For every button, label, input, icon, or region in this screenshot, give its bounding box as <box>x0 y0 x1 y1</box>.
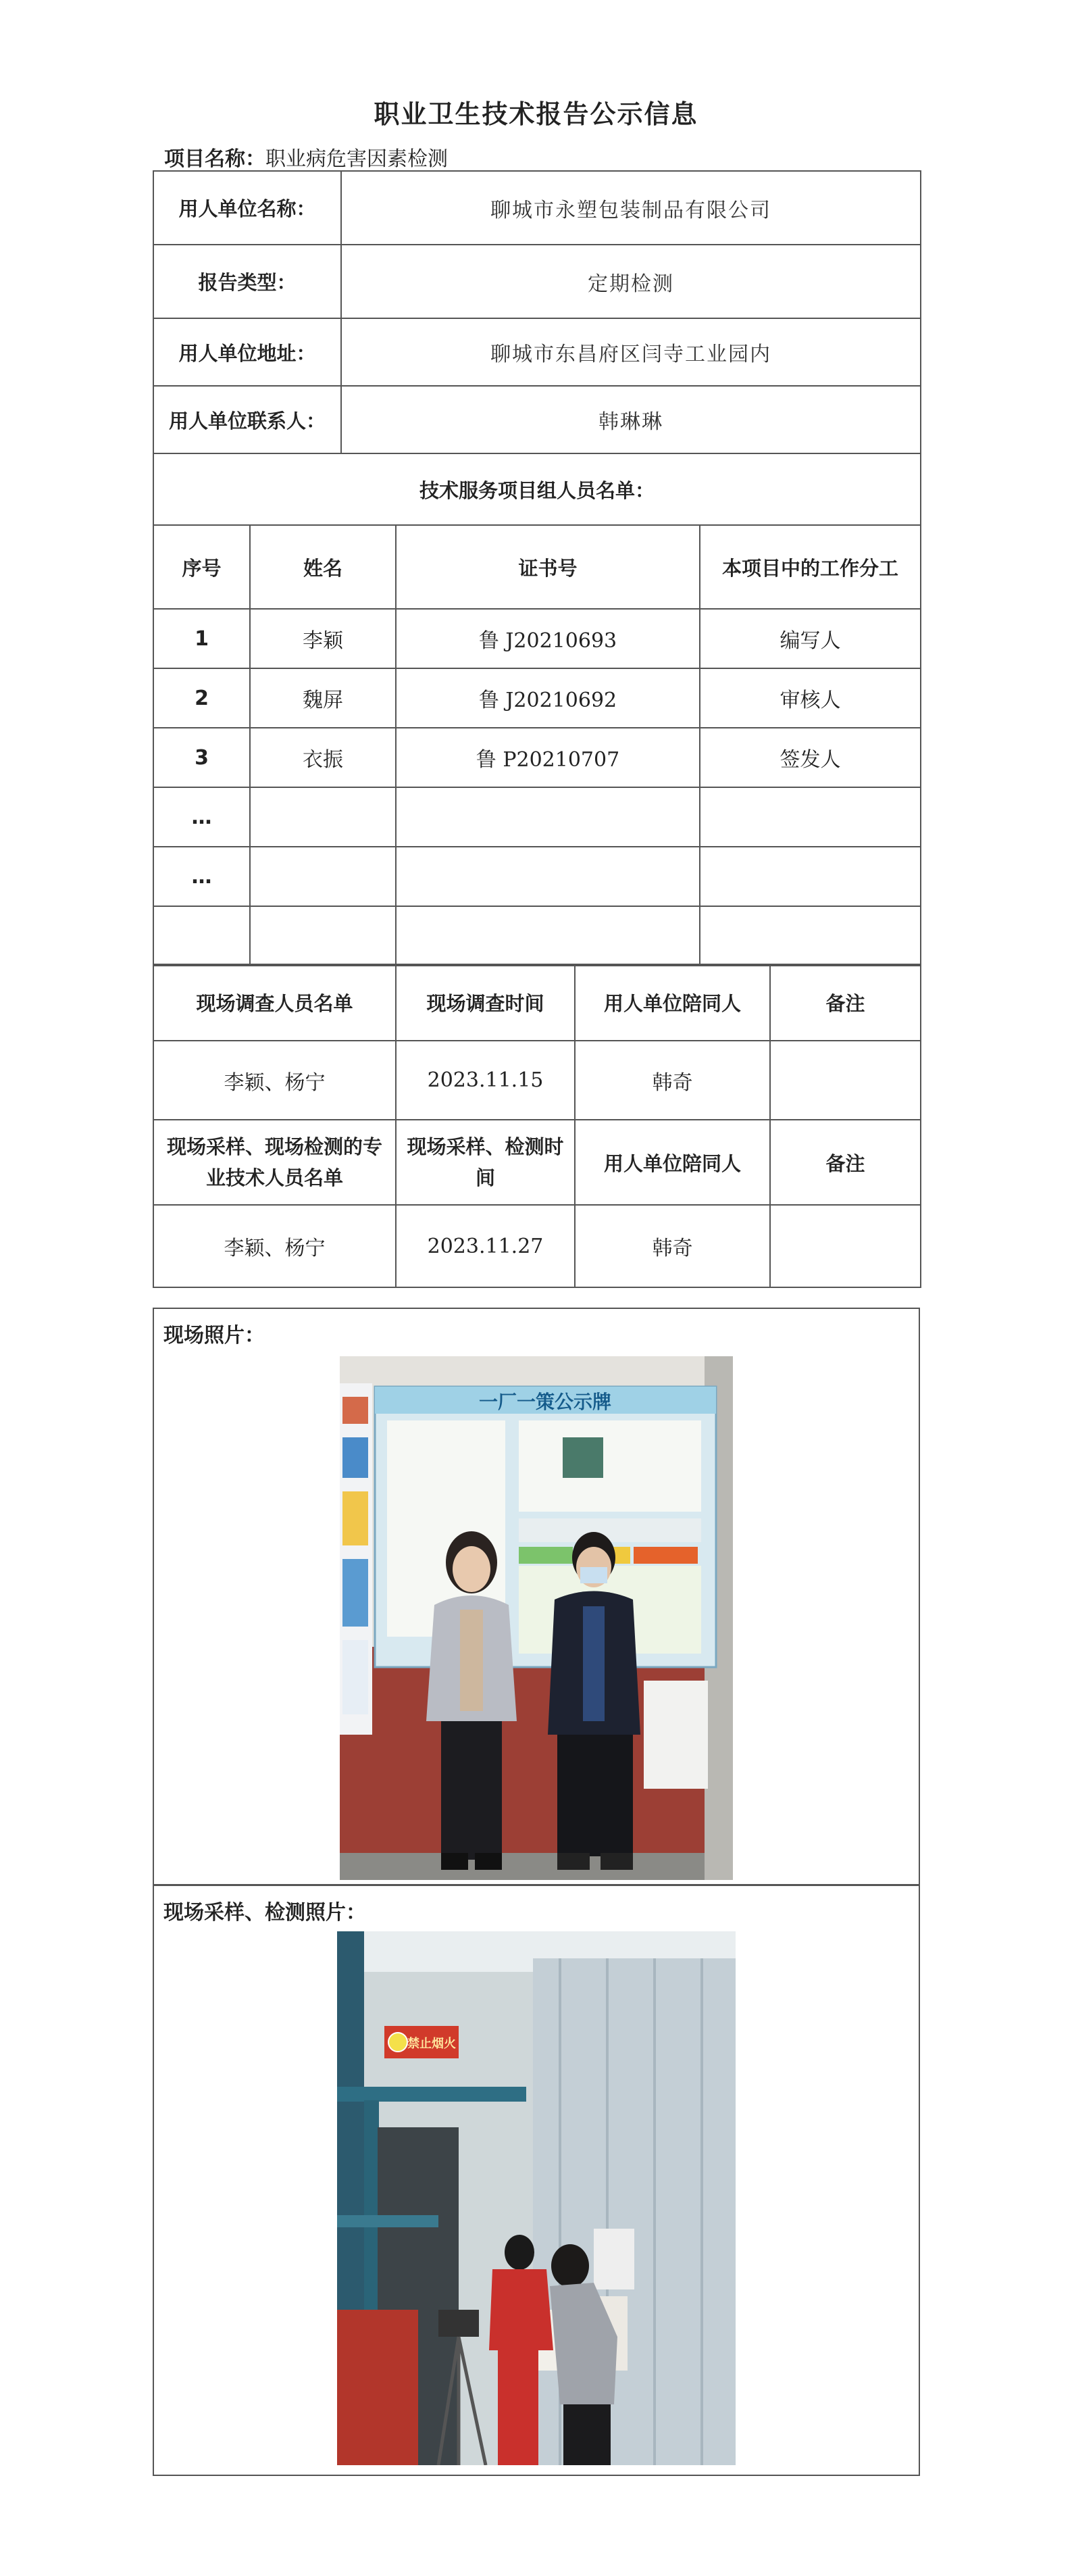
project-line <box>164 142 448 172</box>
project-label: 项目名称： <box>164 147 265 171</box>
table-row <box>153 668 921 728</box>
survey-time: 2023.11.15 <box>396 1041 575 1120</box>
team-cell-role <box>700 787 921 847</box>
team-cell-name: 衣振 <box>250 728 396 787</box>
table-row <box>153 609 921 668</box>
sampling-staff: 李颖、杨宁 <box>153 1205 396 1287</box>
table-row <box>153 847 921 906</box>
team-cell-no: 2 <box>153 668 250 728</box>
team-cell-cert <box>396 906 700 966</box>
team-header-name: 姓名 <box>250 525 396 609</box>
team-cell-name: 魏屏 <box>250 668 396 728</box>
survey-remark <box>770 1041 921 1120</box>
team-cell-name: 李颖 <box>250 609 396 668</box>
sampling-escort: 韩奇 <box>575 1205 770 1287</box>
survey-header-remark: 备注 <box>770 964 921 1041</box>
unit-name-label: 用人单位名称： <box>153 171 341 245</box>
sampling-header-remark: 备注 <box>770 1120 921 1205</box>
board-title: 一厂一策公示牌 <box>478 1391 612 1413</box>
team-heading: 技术服务项目组人员名单： <box>153 453 921 525</box>
table-row <box>153 1205 921 1287</box>
sampling-header-escort: 用人单位陪同人 <box>575 1120 770 1205</box>
team-cell-no: 1 <box>153 609 250 668</box>
team-cell-name <box>250 787 396 847</box>
team-cell-name <box>250 847 396 906</box>
team-cell-no: 3 <box>153 728 250 787</box>
report-type-label: 报告类型： <box>153 245 341 318</box>
team-cell-role: 编写人 <box>700 609 921 668</box>
survey-escort: 韩奇 <box>575 1041 770 1120</box>
team-header-no: 序号 <box>153 525 250 609</box>
team-cell-cert: 鲁 J20210693 <box>396 609 700 668</box>
team-cell-role: 审核人 <box>700 668 921 728</box>
survey-table <box>153 964 921 1288</box>
team-header-cert: 证书号 <box>396 525 700 609</box>
address-label: 用人单位地址： <box>153 318 341 386</box>
contact-label: 用人单位联系人： <box>153 386 341 453</box>
survey-header-staff: 现场调查人员名单 <box>153 964 396 1041</box>
sampling-remark <box>770 1205 921 1287</box>
unit-name-value: 聊城市永塑包装制品有限公司 <box>341 171 921 245</box>
address-value: 聊城市东昌府区闫寺工业园内 <box>341 318 921 386</box>
team-cell-cert: 鲁 J20210692 <box>396 668 700 728</box>
sampling-photo <box>337 1931 736 2465</box>
team-cell-no <box>153 906 250 966</box>
table-row <box>153 728 921 787</box>
team-header-role: 本项目中的工作分工 <box>700 525 921 609</box>
team-cell-cert: 鲁 P20210707 <box>396 728 700 787</box>
team-cell-role <box>700 847 921 906</box>
survey-header-time: 现场调查时间 <box>396 964 575 1041</box>
page-title: 职业卫生技术报告公示信息 <box>374 99 698 129</box>
table-row <box>153 906 921 966</box>
sampling-photo-label: 现场采样、检测照片： <box>163 1901 366 1925</box>
survey-header-escort: 用人单位陪同人 <box>575 964 770 1041</box>
team-table <box>153 453 921 966</box>
project-value: 职业病危害因素检测 <box>265 147 448 171</box>
info-table <box>153 170 921 454</box>
site-photo-section <box>153 1308 920 1885</box>
sign-text: 禁止烟火 <box>407 2037 456 2051</box>
table-row <box>153 1041 921 1120</box>
contact-value: 韩琳琳 <box>341 386 921 453</box>
team-cell-no: … <box>153 847 250 906</box>
team-cell-cert <box>396 787 700 847</box>
table-row <box>153 787 921 847</box>
team-cell-cert <box>396 847 700 906</box>
site-photo <box>340 1356 733 1880</box>
team-cell-no: … <box>153 787 250 847</box>
survey-staff: 李颖、杨宁 <box>153 1041 396 1120</box>
report-type-value: 定期检测 <box>341 245 921 318</box>
team-cell-role <box>700 906 921 966</box>
team-cell-name <box>250 906 396 966</box>
team-cell-role: 签发人 <box>700 728 921 787</box>
site-photo-label: 现场照片： <box>163 1324 265 1347</box>
sampling-time: 2023.11.27 <box>396 1205 575 1287</box>
sampling-header-staff: 现场采样、现场检测的专业技术人员名单 <box>153 1120 396 1205</box>
sampling-photo-section <box>153 1885 920 2476</box>
sampling-header-time: 现场采样、检测时间 <box>396 1120 575 1205</box>
